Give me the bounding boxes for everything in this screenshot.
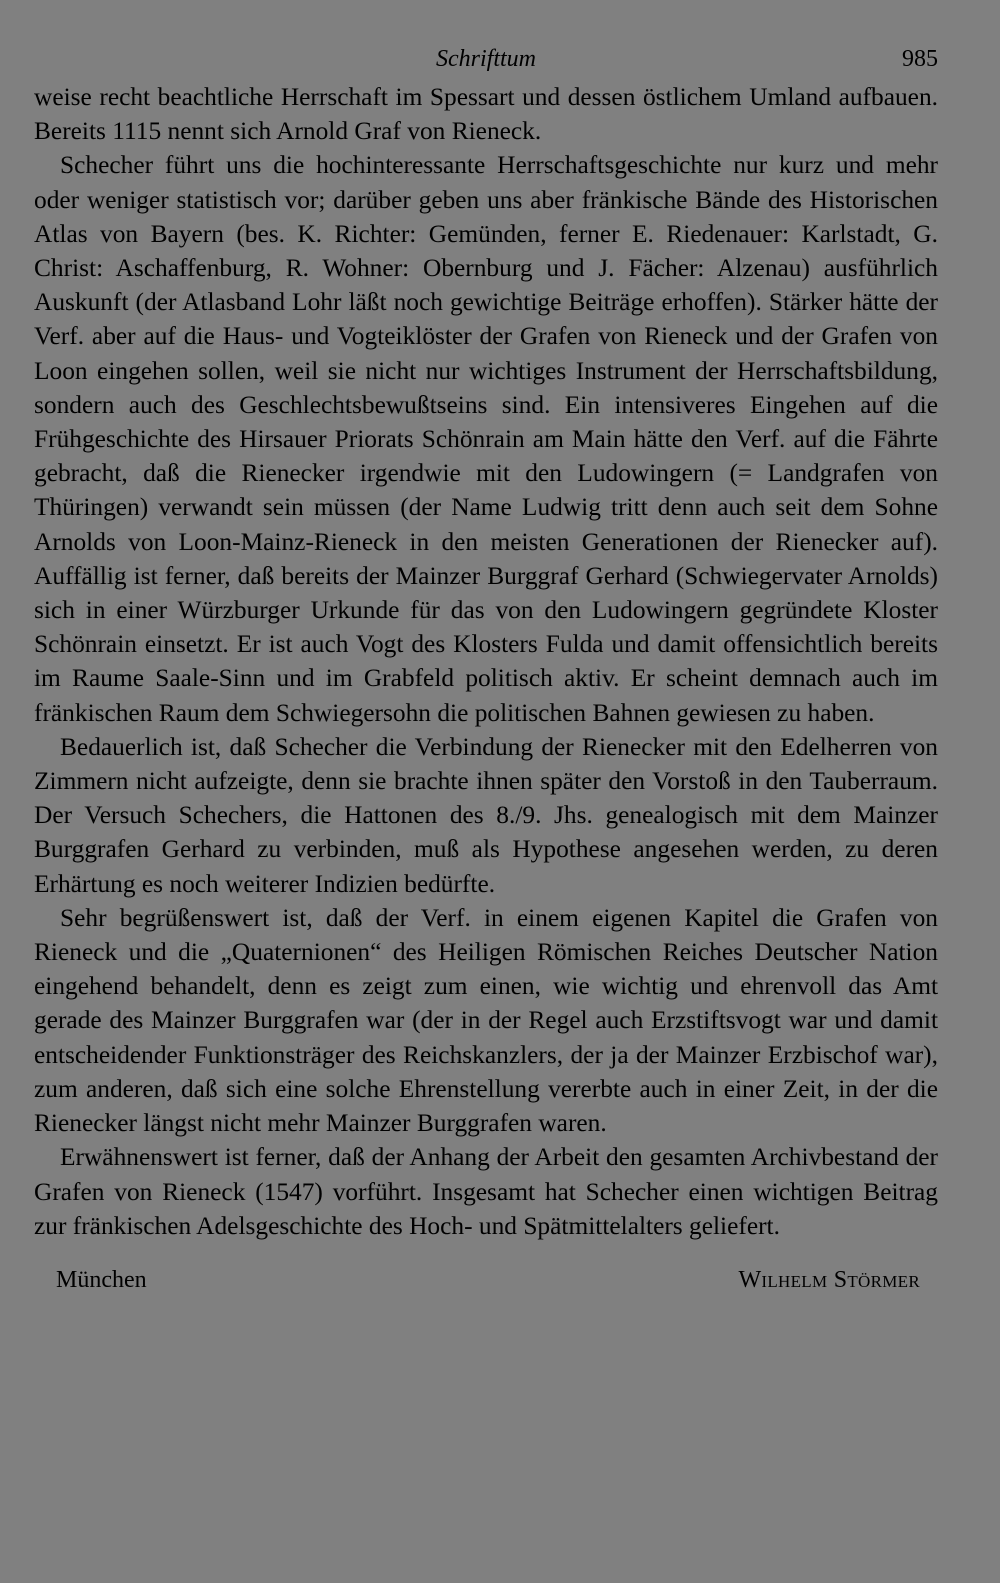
running-title: Schrifttum (436, 46, 536, 72)
paragraph: Erwähnenswert ist ferner, daß der Anhang der Arbeit den gesamten Archivbestand der Grafen von Rieneck (1547) vorführt. Insgesamt hat Schecher einen wichtigen Beitrag zur fränkischen Adelsgeschichte des Hoch- und Spätmittelalters geliefert. (34, 1143, 938, 1240)
document-page (34, 40, 938, 1303)
signature-author: Wilhelm Störmer (738, 1266, 920, 1293)
paragraph: Bedauerlich ist, daß Schecher die Verbindung der Rienecker mit den Edelherren von Zimmern nicht aufzeigte, denn sie brachte ihnen später den Vorstoß in den Tauberraum. Der Versuch Schechers, die Hattonen des 8./9. Jhs. genealogisch mit dem Mainzer Burggrafen Gerhard zu verbinden, muß als Hypothese angesehen werden, zu deren Erhärtung es noch weiterer Indizien bedürfte. (34, 732, 938, 898)
page-number: 985 (902, 46, 938, 72)
signature-place: München (56, 1266, 147, 1293)
body-text (34, 80, 938, 1243)
paragraph-continuation: weise recht beachtliche Herrschaft im Spessart und dessen östlichem Umland aufbauen. Bereits 1115 nennt sich Arnold Graf von Rieneck. (34, 83, 938, 146)
paragraph: Sehr begrüßenswert ist, daß der Verf. in einem eigenen Kapitel die Grafen von Rieneck und die „Quaternionen“ des Heiligen Römischen Reiches Deutscher Nation eingehend behandelt, denn es zeigt zum einen, wie wichtig und ehrenvoll das Amt gerade des Mainzer Burggrafen war (der in der Regel auch Erzstiftsvogt war und damit entscheidender Funktionsträger des Reichskanzlers, der ja der Mainzer Erzbischof war), zum anderen, daß sich eine solche Ehrenstellung vererbte auch in einer Zeit, in der die Rienecker längst nicht mehr Mainzer Burggrafen waren. (34, 903, 938, 1138)
paragraph: Schecher führt uns die hochinteressante Herrschaftsgeschichte nur kurz und mehr oder weniger statistisch vor; darüber geben uns aber fränkische Bände des Historischen Atlas von Bayern (bes. K. Richter: Gemünden, ferner E. Riedenauer: Karlstadt, G. Christ: Aschaffenburg, R. Wohner: Obernburg und J. Fächer: Alzenau) ausführlich Auskunft (der Atlasband Lohr läßt noch gewichtige Beiträge erhoffen). Stärker hätte der Verf. aber auf die Haus- und Vogteiklöster der Grafen von Rieneck und der Grafen von Loon eingehen sollen, weil sie nicht nur wichtiges Instrument der Herrschaftsbildung, sondern auch des Geschlechtsbewußtseins sind. Ein intensiveres Eingehen auf die Frühgeschichte des Hirsauer Priorats Schönrain am Main hätte den Verf. auf die Fährte gebracht, daß die Rienecker irgendwie mit den Ludowingern (= Landgrafen von Thüringen) verwandt sein müssen (der Name Ludwig tritt denn auch seit dem Sohne Arnolds von Loon-Mainz-Rieneck in den meisten Generationen der Rienecker auf). Auffällig ist ferner, daß bereits der Mainzer Burggraf Gerhard (Schwiegervater Arnolds) sich in einer Würzburger Urkunde für das von den Ludowingern gegründete Kloster Schönrain einsetzt. Er ist auch Vogt des Klosters Fulda und damit offensichtlich bereits im Raume Saale-Sinn und im Grabfeld politisch aktiv. Er scheint demnach auch im fränkischen Raum dem Schwiegersohn die politischen Bahnen gewiesen zu haben. (34, 151, 938, 727)
signature-line (34, 1267, 938, 1303)
running-header (34, 40, 938, 76)
